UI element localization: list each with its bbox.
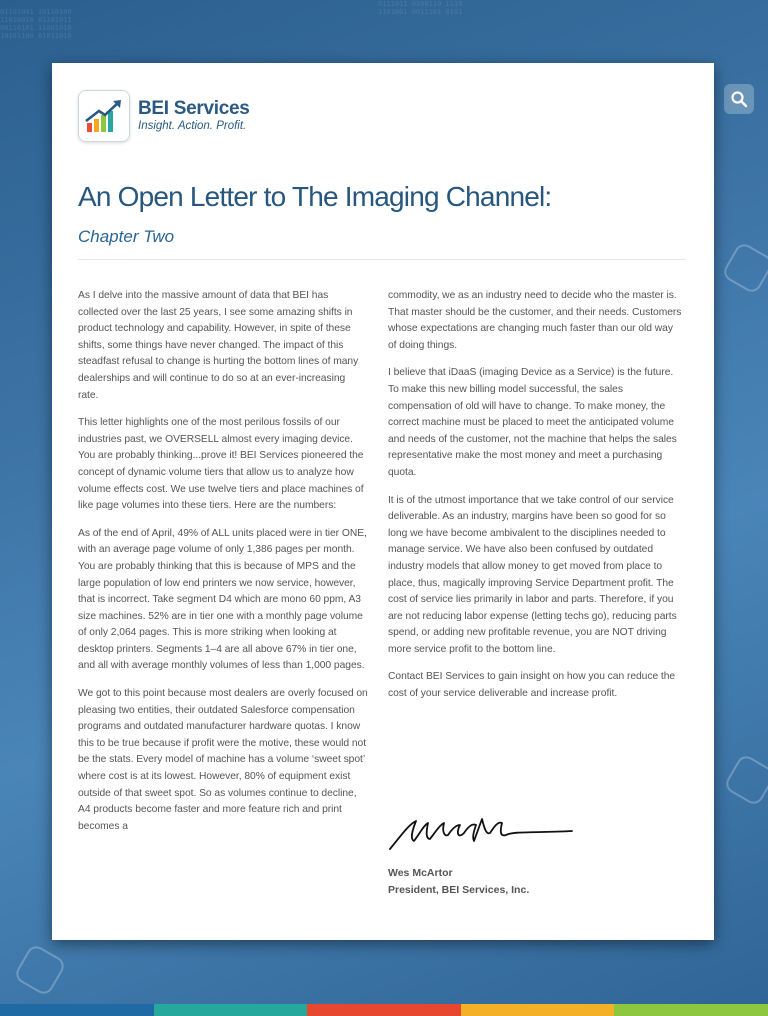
paragraph: It is of the utmost importance that we take control of our service deliverable. As an industry, margins have been so good for so long we have become ambivalent to the disciplines needed to manage service. We have also been confused by outdated industry models that allow money to get moved from place to place, thus, magically improving Service Department profit. The cost of service lies primarily in labor and parts. Therefore, if you are not reducing labor expense (letting techs go), reducing parts spend, or adding new profitable revenue, you are NOT driving more service profit to the bottom line. bbox=[388, 494, 677, 655]
binary-pattern: 01101001 10110100 11010010 01101011 00110101 11001010 10101100 01011010 bbox=[0, 8, 72, 40]
page-subtitle: Chapter Two bbox=[78, 227, 175, 246]
divider bbox=[78, 259, 686, 260]
paragraph: I believe that iDaaS (imaging Device as a Service) is the future. To make this new billing model successful, the sales compensation of old will have to change. To make money, the correct machine must be placed to meet the anticipated volume and needs of the customer, not the machine that helps the sales representative make the most money and meet a purchasing quota. bbox=[388, 367, 677, 478]
stripe-segment bbox=[461, 1004, 615, 1016]
signer-name: Wes McArtor bbox=[388, 867, 453, 879]
stripe-segment bbox=[0, 1004, 154, 1016]
paragraph: Contact BEI Services to gain insight on how you can reduce the cost of your service deliverable and increase profit. bbox=[388, 671, 676, 700]
binary-pattern: 0111011 0100110 1110 1101001 0011101 0101 bbox=[378, 0, 463, 16]
right-column bbox=[388, 288, 684, 714]
stripe-segment bbox=[614, 1004, 768, 1016]
paragraph: As of the end of April, 49% of ALL units placed were in tier ONE, with an average page volume of only 1,386 pages per month. You are probably thinking that this is because of MPS and the large population of low end printers we now service, however, that is incorrect. Take segment D4 which are mono 60 ppm, A3 size machines. 52% are in tier one with a monthly page volume of only 2,064 pages. This is more striking when looking at desktop printers. Segments 1–4 are all above 67% in tier one, and all with average monthly volumes of less than 1,000 pages. bbox=[78, 527, 367, 672]
search-icon bbox=[730, 90, 748, 108]
paragraph: We got to this point because most dealers are overly focused on pleasing two entities, their outdated Salesforce compensation programs and outdated manufacturer hardware quotas. I know this to be true because if profit were the motive, these would not be the stats. Every model of machine has a volume ‘sweet spot’ where cost is at its lowest. However, 80% of equipment exist outside of that sweet spot. So as volumes continue to decline, A4 products become faster and more feature rich and print becomes a bbox=[78, 688, 368, 832]
left-column bbox=[78, 288, 368, 846]
hex-decoration bbox=[13, 943, 68, 998]
logo-tagline: Insight. Action. Profit. bbox=[138, 120, 247, 132]
stripe-segment bbox=[307, 1004, 461, 1016]
letter-page bbox=[52, 63, 714, 940]
paragraph: This letter highlights one of the most perilous fossils of our industries past, we OVERSELL almost every imaging device. You are probably thinking...prove it! BEI Services pioneered the concept of dynamic volume tiers that allow us to analyze how volume effects cost. We use twelve tiers and place machines of like page volumes into these tiers. Here are the numbers: bbox=[78, 417, 364, 512]
signer-title: President, BEI Services, Inc. bbox=[388, 884, 530, 896]
color-stripe bbox=[0, 1004, 768, 1016]
hex-decoration bbox=[723, 753, 768, 808]
company-logo bbox=[78, 90, 250, 142]
hex-decoration bbox=[721, 241, 768, 296]
page-title: An Open Letter to The Imaging Channel: bbox=[78, 181, 552, 212]
logo-name: BEI Services bbox=[138, 98, 250, 119]
logo-mark bbox=[78, 90, 130, 142]
stripe-segment bbox=[154, 1004, 308, 1016]
signature-image bbox=[386, 811, 576, 860]
search-button[interactable] bbox=[724, 84, 754, 114]
paragraph: commodity, we as an industry need to decide who the master is. That master should be the customer, and their needs. Customers whose expectations are changing much faster than our old way of doing things. bbox=[388, 290, 682, 351]
paragraph: As I delve into the massive amount of data that BEI has collected over the last 25 years, I see some amazing shifts in product technology and capability. However, in spite of these shifts, some things have never changed. The impact of this steadfast refusal to change is hurting the bottom lines of many dealerships and will continue to do so at an ever-increasing rate. bbox=[78, 290, 359, 401]
chart-growth-icon bbox=[83, 97, 125, 135]
